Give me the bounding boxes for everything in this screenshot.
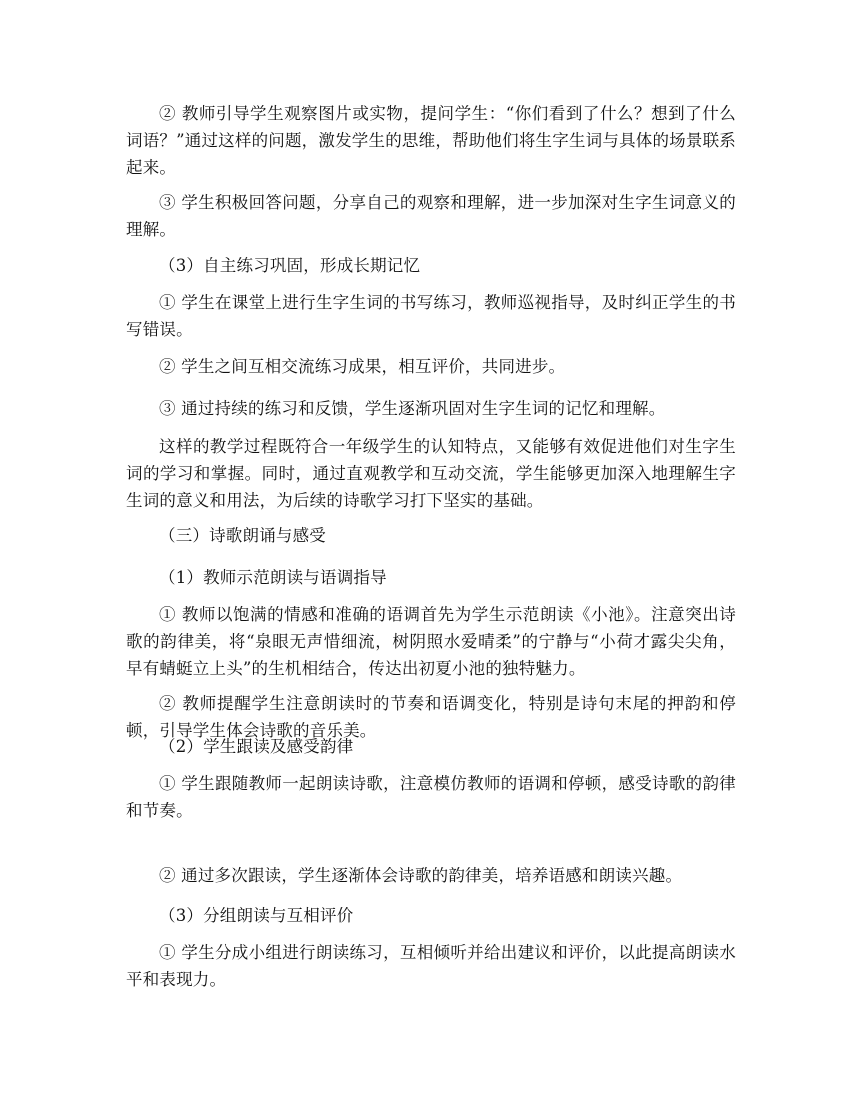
paragraph: ② 教师引导学生观察图片或实物，提问学生：“你们看到了什么？想到了什么词语？”通过这样的问题，激发学生的思维，帮助他们将生字生词与具体的场景联系起来。 <box>126 104 736 177</box>
paragraph: ② 通过多次跟读，学生逐渐体会诗歌的韵律美，培养语感和朗读兴趣。 <box>159 866 683 885</box>
section-heading: （3）自主练习巩固，形成长期记忆 <box>159 256 421 275</box>
paragraph: ① 学生在课堂上进行生字生词的书写练习，教师巡视指导，及时纠正学生的书写错误。 <box>126 293 736 339</box>
section-heading: （1）教师示范朗读与语调指导 <box>159 568 387 587</box>
paragraph: ① 教师以饱满的情感和准确的语调首先为学生示范朗读《小池》。注意突出诗歌的韵律美，将“泉眼无声惜细流，树阴照水爱晴柔”的宁静与“小荷才露尖尖角，早有蜻蜓立上头”的生机相结合，传达出初夏小池的独特魅力。 <box>126 605 736 678</box>
paragraph: ③ 通过持续的练习和反馈，学生逐渐巩固对生字生词的记忆和理解。 <box>159 399 666 418</box>
paragraph: ② 教师提醒学生注意朗读时的节奏和语调变化，特别是诗句末尾的押韵和停顿，引导学生体会诗歌的音乐美。 <box>126 694 736 740</box>
paragraph: ① 学生分成小组进行朗读练习，互相倾听并给出建议和评价，以此提高朗读水平和表现力。 <box>126 943 736 989</box>
paragraph: ② 学生之间互相交流练习成果，相互评价，共同进步。 <box>159 357 566 376</box>
paragraph: ① 学生跟随教师一起朗读诗歌，注意模仿教师的语调和停顿，感受诗歌的韵律和节奏。 <box>126 774 736 820</box>
section-heading: （3）分组朗读与互相评价 <box>159 906 354 925</box>
paragraph: ③ 学生积极回答问题，分享自己的观察和理解，进一步加深对生字生词意义的理解。 <box>126 193 736 239</box>
section-heading: （2）学生跟读及感受韵律 <box>159 737 354 756</box>
paragraph: 这样的教学过程既符合一年级学生的认知特点，又能够有效促进他们对生字生词的学习和掌握。同时，通过直观教学和互动交流，学生能够更加深入地理解生字生词的意义和用法，为后续的诗歌学习打下坚实的基础。 <box>126 437 736 510</box>
section-heading: （三）诗歌朗诵与感受 <box>159 526 326 545</box>
